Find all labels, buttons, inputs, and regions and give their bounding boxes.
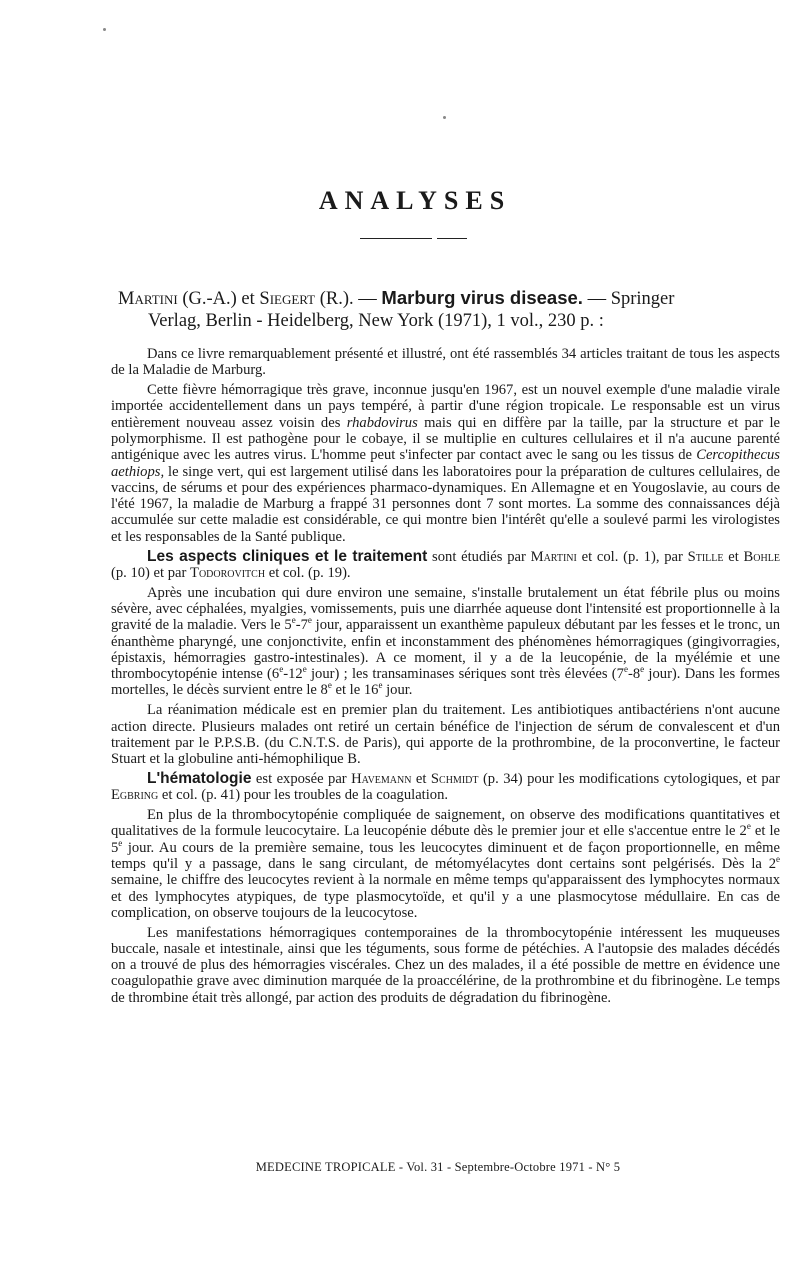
dash: — <box>587 289 607 309</box>
section-heading: Les aspects cliniques et le traitement <box>147 547 428 565</box>
dash: — <box>358 289 377 309</box>
author-name: Martini (G.-A.) <box>118 289 237 309</box>
paragraph: Après une incubation qui dure environ une semaine, s'installe brutalement un état fébrile plus ou moins sévère, avec céphalées, myalgies, vomissements, puis une diarrhée aqueuse dont l'intensité est proportionnelle à la gravité de la maladie. Vers le 5e-7e jour, apparaissent un exanthème papuleux débutant par les fesses et le tronc, un énanthème pharyngé, une conjonctivite, enfin et inconstamment des phénomènes hémorragiques (gingivorragies, épistaxis, hémorragies gastro-intestinales). A ce moment, il y a de la leucopénie, de la myélémie et une thrombocytopénie intense (6e-12e jour) ; les transaminases sériques sont très élevées (7e-8e jour). Dans les formes mortelles, le décès survient entre le 8e et le 16e jour. <box>111 584 780 699</box>
paragraph: Dans ce livre remarquablement présenté et illustré, ont été rassemblés 34 articles traitant de tous les aspects de la Maladie de Marburg. <box>111 346 780 379</box>
author-name: Havemann <box>351 770 412 787</box>
author-name: Bohle <box>743 548 780 565</box>
paragraph: Les manifestations hémorragiques contemporaines de la thrombocytopénie intéressent les muqueuses buccale, nasale et intestinale, ainsi que les téguments, sous forme de pétéchies. A l'autopsie des malades décédés on a trouvé de plus des hémorragies viscérales. Chez un des malades, il a été possible de mettre en évidence une coagulopathie grave avec diminution marquée de la proaccélérine, de la prothrombine et du fibrinogène. Le temps de thrombine était très allongé, par action des produits de dégradation du fibrinogène. <box>111 924 780 1006</box>
paragraph: La réanimation médicale est en premier plan du traitement. Les antibiotiques antibactériens n'ont aucune action directe. Plusieurs malades ont retiré un certain bénéfice de l'injection de sérum de convalescent et d'un traitement par le P.P.S.B. (du C.N.T.S. de Paris), qui apporte de la prothrombine, de la proconvertine, le facteur Stuart et la globuline anti-hémophilique B. <box>111 702 780 768</box>
paragraph: Cette fièvre hémorragique très grave, inconnue jusqu'en 1967, est un nouvel exemple d'une maladie virale importée accidentellement dans un pays tempéré, à partir d'une région tropicale. Le responsable est un virus entièrement nouveau assez voisin des rhabdovirus mais qui en diffère par la taille, par la structure et par le polymorphisme. Il est pathogène pour le cobaye, il se multiplie en cultures cellulaires et il n'a aucune parenté antigénique avec les autres virus. L'homme peut s'infecter par contact avec le sang ou les tissus de Cercopithecus aethiops, le singe vert, qui est largement utilisé dans les laboratoires pour la préparation de cultures cellulaires, de vaccins, de sérums et pour des expériences pharmaco-dynamiques. En Allemagne et en Yougoslavie, au cours de l'été 1967, la maladie de Marburg a frappé 31 personnes dont 7 sont mortes. La somme des connaissances déjà accumulée sur cette maladie est considérable, ce qui montre bien l'intérêt qu'elle a soulevé parmi les virologistes et les responsables de la Santé publique. <box>111 382 781 545</box>
author-name: Egbring <box>111 787 159 804</box>
author-name: Martini <box>530 548 577 565</box>
author-name: Siegert (R.). <box>259 289 354 309</box>
paragraph: L'hématologie est exposée par Havemann et Schmidt (p. 34) pour les modifications cytologiques, et par Egbring et col. (p. 41) pour les troubles de la coagulation. <box>111 769 780 804</box>
book-title: Marburg virus disease. <box>381 287 583 308</box>
heading-rule <box>437 238 467 239</box>
taxon-name: rhabdovirus <box>346 414 418 431</box>
article-body <box>111 346 780 1010</box>
author-name: Schmidt <box>430 770 479 787</box>
scan-speck <box>103 28 106 31</box>
bibliographic-reference <box>118 287 778 332</box>
paragraph: Les aspects cliniques et le traitement sont étudiés par Martini et col. (p. 1), par Stille et Bohle (p. 10) et par Todorovitch et col. (p. 19). <box>111 547 780 581</box>
author-name: Stille <box>687 548 724 565</box>
page-footer: MEDECINE TROPICALE - Vol. 31 - Septembre-Octobre 1971 - N° 5 <box>255 1160 621 1174</box>
section-heading: L'hématologie <box>147 769 252 787</box>
publisher-details: Verlag, Berlin - Heidelberg, New York (1971), 1 vol., 230 p. : <box>148 311 604 331</box>
heading-rule <box>360 238 432 239</box>
scan-speck <box>443 116 446 119</box>
page-heading: ANALYSES <box>318 186 512 215</box>
conjunction: et <box>241 289 255 309</box>
author-name: Todorovitch <box>190 564 266 581</box>
paragraph: En plus de la thrombocytopénie compliquée de saignement, on observe des modifications quantitatives et qualitatives de la formule leucocytaire. La leucopénie débute dès le premier jour et elle s'accentue entre le 2e et le 5e jour. Au cours de la première semaine, tous les leucocytes diminuent et de façon proportionnelle, en même temps qu'il y a passage, dans le sang circulant, de métomyélacytes dont certains sont pelgérisés. Dès la 2e semaine, le chiffre des leucocytes revient à la normale en même temps qu'apparaissent des lymphocytes normaux et des lymphocytes atypiques, de type plasmocytoïde, et qu'il y a une plasmocytose médullaire. En cas de complication, on observe toujours de la leucocytose. <box>111 807 780 921</box>
publisher: Springer <box>610 289 675 309</box>
taxon-name: Cercopithecus aethiops, <box>111 447 780 480</box>
